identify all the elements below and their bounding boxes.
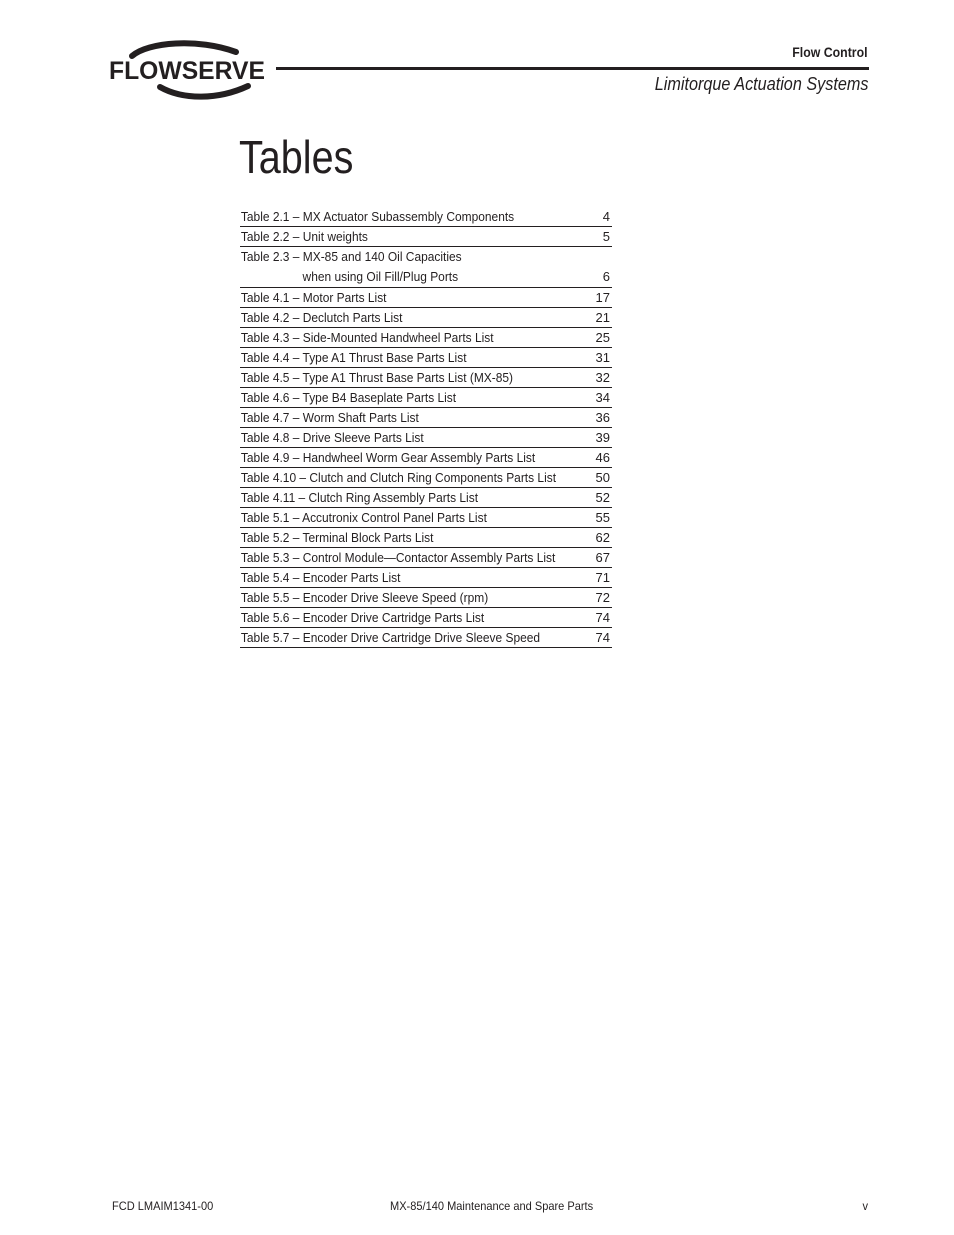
toc-page-number: 50	[595, 470, 610, 485]
toc-row	[240, 428, 612, 448]
page-title: Tables	[239, 131, 354, 183]
toc-row	[240, 488, 612, 508]
toc-page-number: 17	[595, 290, 610, 305]
table-of-tables	[240, 207, 612, 648]
toc-label: Table 4.11 – Clutch Ring Assembly Parts List	[240, 490, 479, 505]
toc-label: Table 5.4 – Encoder Parts List	[240, 570, 401, 585]
flowserve-logo	[108, 40, 270, 102]
toc-label: Table 5.6 – Encoder Drive Cartridge Parts List	[240, 610, 485, 625]
toc-page-number: 67	[595, 550, 610, 565]
toc-row	[240, 508, 612, 528]
toc-label: Table 2.2 – Unit weights	[240, 229, 368, 244]
toc-row	[240, 328, 612, 348]
toc-label: Table 5.3 – Control Module—Contactor Assembly Parts List	[240, 550, 556, 565]
toc-row-continuation	[240, 267, 612, 288]
header-rule	[276, 67, 869, 70]
toc-label: Table 4.7 – Worm Shaft Parts List	[240, 410, 419, 425]
footer-page-number: v	[862, 1199, 868, 1213]
toc-page-number: 74	[595, 610, 610, 625]
toc-label: Table 4.4 – Type A1 Thrust Base Parts List	[240, 350, 467, 365]
toc-page-number: 32	[595, 370, 610, 385]
toc-row	[240, 288, 612, 308]
toc-page-number: 25	[595, 330, 610, 345]
toc-label: Table 4.5 – Type A1 Thrust Base Parts List (MX-85)	[240, 370, 514, 385]
toc-page-number: 46	[595, 450, 610, 465]
toc-label: Table 5.5 – Encoder Drive Sleeve Speed (rpm)	[240, 590, 489, 605]
toc-row	[240, 308, 612, 328]
toc-row	[240, 468, 612, 488]
logo-wordmark: FLOWSERVE	[109, 57, 265, 85]
toc-label: Table 4.8 – Drive Sleeve Parts List	[240, 430, 424, 445]
toc-label: Table 2.3 – MX-85 and 140 Oil Capacities	[240, 249, 462, 264]
toc-row	[240, 227, 612, 247]
toc-label-continuation: when using Oil Fill/Plug Ports	[302, 269, 459, 284]
toc-page-number: 4	[602, 209, 610, 224]
footer-doc-title: MX-85/140 Maintenance and Spare Parts	[390, 1199, 594, 1213]
toc-label: Table 4.6 – Type B4 Baseplate Parts List	[240, 390, 457, 405]
toc-page-number: 31	[595, 350, 610, 365]
toc-label: Table 4.1 – Motor Parts List	[240, 290, 387, 305]
toc-page-number: 6	[602, 269, 610, 284]
toc-page-number: 5	[602, 229, 610, 244]
toc-row	[240, 388, 612, 408]
toc-row	[240, 408, 612, 428]
toc-row	[240, 528, 612, 548]
toc-page-number: 21	[595, 310, 610, 325]
toc-row	[240, 568, 612, 588]
toc-page-number: 39	[595, 430, 610, 445]
toc-row	[240, 548, 612, 568]
toc-page-number: 72	[595, 590, 610, 605]
toc-page-number: 36	[595, 410, 610, 425]
subtitle-label: Limitorque Actuation Systems	[654, 74, 868, 94]
toc-label: Table 5.2 – Terminal Block Parts List	[240, 530, 434, 545]
toc-page-number: 52	[595, 490, 610, 505]
toc-label: Table 4.10 – Clutch and Clutch Ring Components Parts List	[240, 470, 557, 485]
toc-row	[240, 608, 612, 628]
toc-row	[240, 368, 612, 388]
toc-label: Table 4.3 – Side-Mounted Handwheel Parts List	[240, 330, 494, 345]
toc-label: Table 2.1 – MX Actuator Subassembly Components	[240, 209, 515, 224]
toc-page-number: 55	[595, 510, 610, 525]
toc-page-number: 71	[595, 570, 610, 585]
toc-page-number: 34	[595, 390, 610, 405]
toc-page-number: 62	[595, 530, 610, 545]
toc-label: Table 5.1 – Accutronix Control Panel Parts List	[240, 510, 487, 525]
toc-page-number: 74	[595, 630, 610, 645]
toc-label: Table 5.7 – Encoder Drive Cartridge Drive Sleeve Speed	[240, 630, 541, 645]
footer-doc-code: FCD LMAIM1341-00	[112, 1199, 214, 1213]
division-label: Flow Control	[792, 44, 868, 60]
toc-row	[240, 348, 612, 368]
toc-row	[240, 588, 612, 608]
toc-row	[240, 207, 612, 227]
toc-row	[240, 628, 612, 648]
toc-row	[240, 448, 612, 468]
toc-label: Table 4.9 – Handwheel Worm Gear Assembly Parts List	[240, 450, 536, 465]
toc-label: Table 4.2 – Declutch Parts List	[240, 310, 403, 325]
toc-row	[240, 247, 612, 267]
